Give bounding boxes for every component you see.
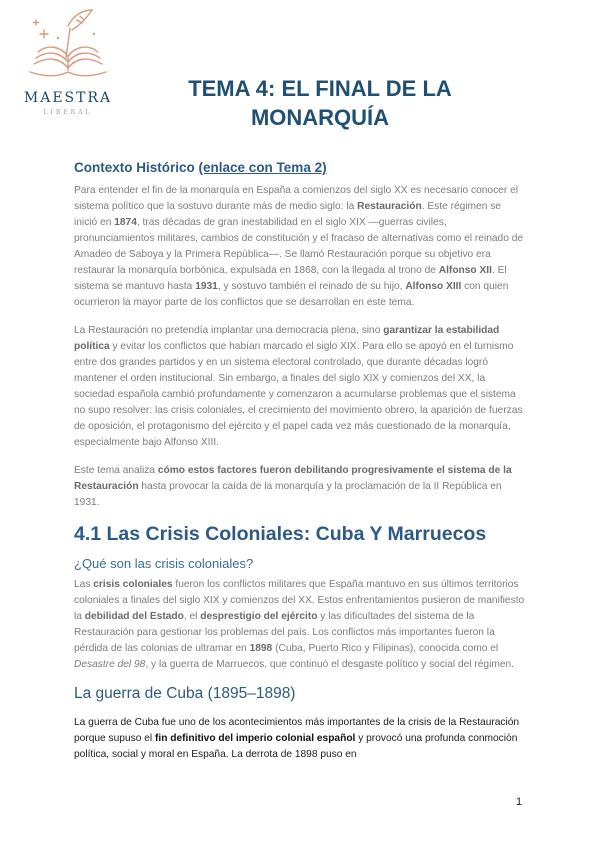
bold-text: fin definitivo del imperio colonial español bbox=[155, 733, 356, 744]
context-paragraph-1: Para entender el fin de la monarquía en España a comienzos del siglo XX es necesario conocer el sistema político que la sostuvo durante más de medio siglo: la Restauración. Este régimen se inició en 1874, tras décadas de gran inestabilidad en el siglo XIX —guerras civiles, pronunciamientos militares, cambios de constitución y el fracaso de alternativas como el reinado de Amadeo de Saboya y la Primera República—. Se llamó Restauración porque su objetivo era restaurar la monarquía borbónica, expulsada en 1868, con la llegada al trono de Alfonso XII. El sistema se mantuvo hasta 1931, y sostuvo también el reinado de su hijo, Alfonso XIII con quien ocurrieron la mayor parte de los conflictos que se desarrollan en este tema. bbox=[74, 185, 524, 308]
bold-text: 1874 bbox=[114, 217, 137, 228]
open-book-quill-icon bbox=[22, 8, 114, 88]
context-paragraph-3: Este tema analiza cómo estos factores fueron debilitando progresivamente el sistema de la Restauración hasta provocar la caída de la monarquía y la proclamación de la II República en 1931. bbox=[74, 465, 512, 508]
cuba-war-heading: La guerra de Cuba (1895–1898) bbox=[74, 685, 296, 702]
bold-text: Restauración bbox=[357, 201, 422, 212]
context-paragraph-2: La Restauración no pretendía implantar una democracia plena, sino garantizar la estabilidad política y evitar los conflictos que habían marcado el siglo XIX. Para ello se apoyó en el turnismo entre dos grandes partidos y en un sistema electoral controlado, que durante décadas logró mantener el orden institucional. Sin embargo, a finales del siglo XIX y comienzos del XX, la sociedad española cambió profundamente y comenzaron a acumularse problemas que el sistema no supo resolver: las crisis coloniales, el crecimiento del movimiento obrero, la aparición de fuerzas de oposición, el protagonismo del ejército y el papel cada vez más cuestionado de la monarquía, especialmente bajo Alfonso XIII. bbox=[74, 325, 523, 448]
bold-text: Alfonso XII bbox=[438, 265, 492, 276]
logo-name: MAESTRA bbox=[23, 90, 113, 106]
bold-text: crisis coloniales bbox=[93, 579, 173, 590]
bold-text: desprestigio del ejército bbox=[200, 611, 318, 622]
logo-subtitle: LIBERAL bbox=[43, 109, 93, 116]
bold-text: 1898 bbox=[249, 643, 273, 654]
bold-text: debilidad del Estado bbox=[84, 611, 184, 622]
bold-text: Alfonso XIII bbox=[405, 281, 462, 292]
section-heading: 4.1 Las Crisis Coloniales: Cuba Y Marruecos bbox=[74, 523, 487, 545]
document-body bbox=[74, 160, 526, 775]
context-heading bbox=[74, 160, 526, 175]
section-paragraph-1: Las crisis coloniales fueron los conflictos militares que España mantuvo en sus últimos territorios coloniales a finales del siglo XIX y comienzos del XX. Estos enfrentamientos pusieron de manifiesto la debilidad del Estado, el desprestigio del ejército y las dificultades del sistema de la Restauración para gestionar los problemas del país. Los conflictos más importantes fueron la pérdida de las colonias de ultramar en 1898 (Cuba, Puerto Rico y Filipinas), conocida como el Desastre del 98, y la guerra de Marruecos, que continuó el desgaste político y social del régimen. bbox=[74, 579, 525, 670]
bold-text: garantizar la estabilidad política bbox=[74, 325, 500, 352]
page-number: 1 bbox=[516, 796, 523, 808]
maestra-liberal-logo bbox=[18, 8, 118, 118]
bold-text: cómo estos factores fueron debilitando progresivamente el sistema de la Restauración bbox=[74, 465, 512, 492]
bold-text: 1931 bbox=[195, 281, 218, 292]
italic-text: Desastre del 98 bbox=[74, 659, 146, 670]
tema2-link[interactable]: (enlace con Tema 2) bbox=[198, 160, 327, 175]
cuba-war-paragraph: La guerra de Cuba fue uno de los acontecimientos más importantes de la crisis de la Restauración porque supuso el fin definitivo del imperio colonial español y provocó una profunda conmoción política, social y moral en España. La derrota de 1898 puso en bbox=[74, 717, 520, 760]
context-heading-text: Contexto Histórico bbox=[74, 160, 195, 175]
document-title: TEMA 4: EL FINAL DE LA MONARQUÍA bbox=[188, 76, 452, 130]
section-question: ¿Qué son las crisis coloniales? bbox=[74, 556, 254, 571]
